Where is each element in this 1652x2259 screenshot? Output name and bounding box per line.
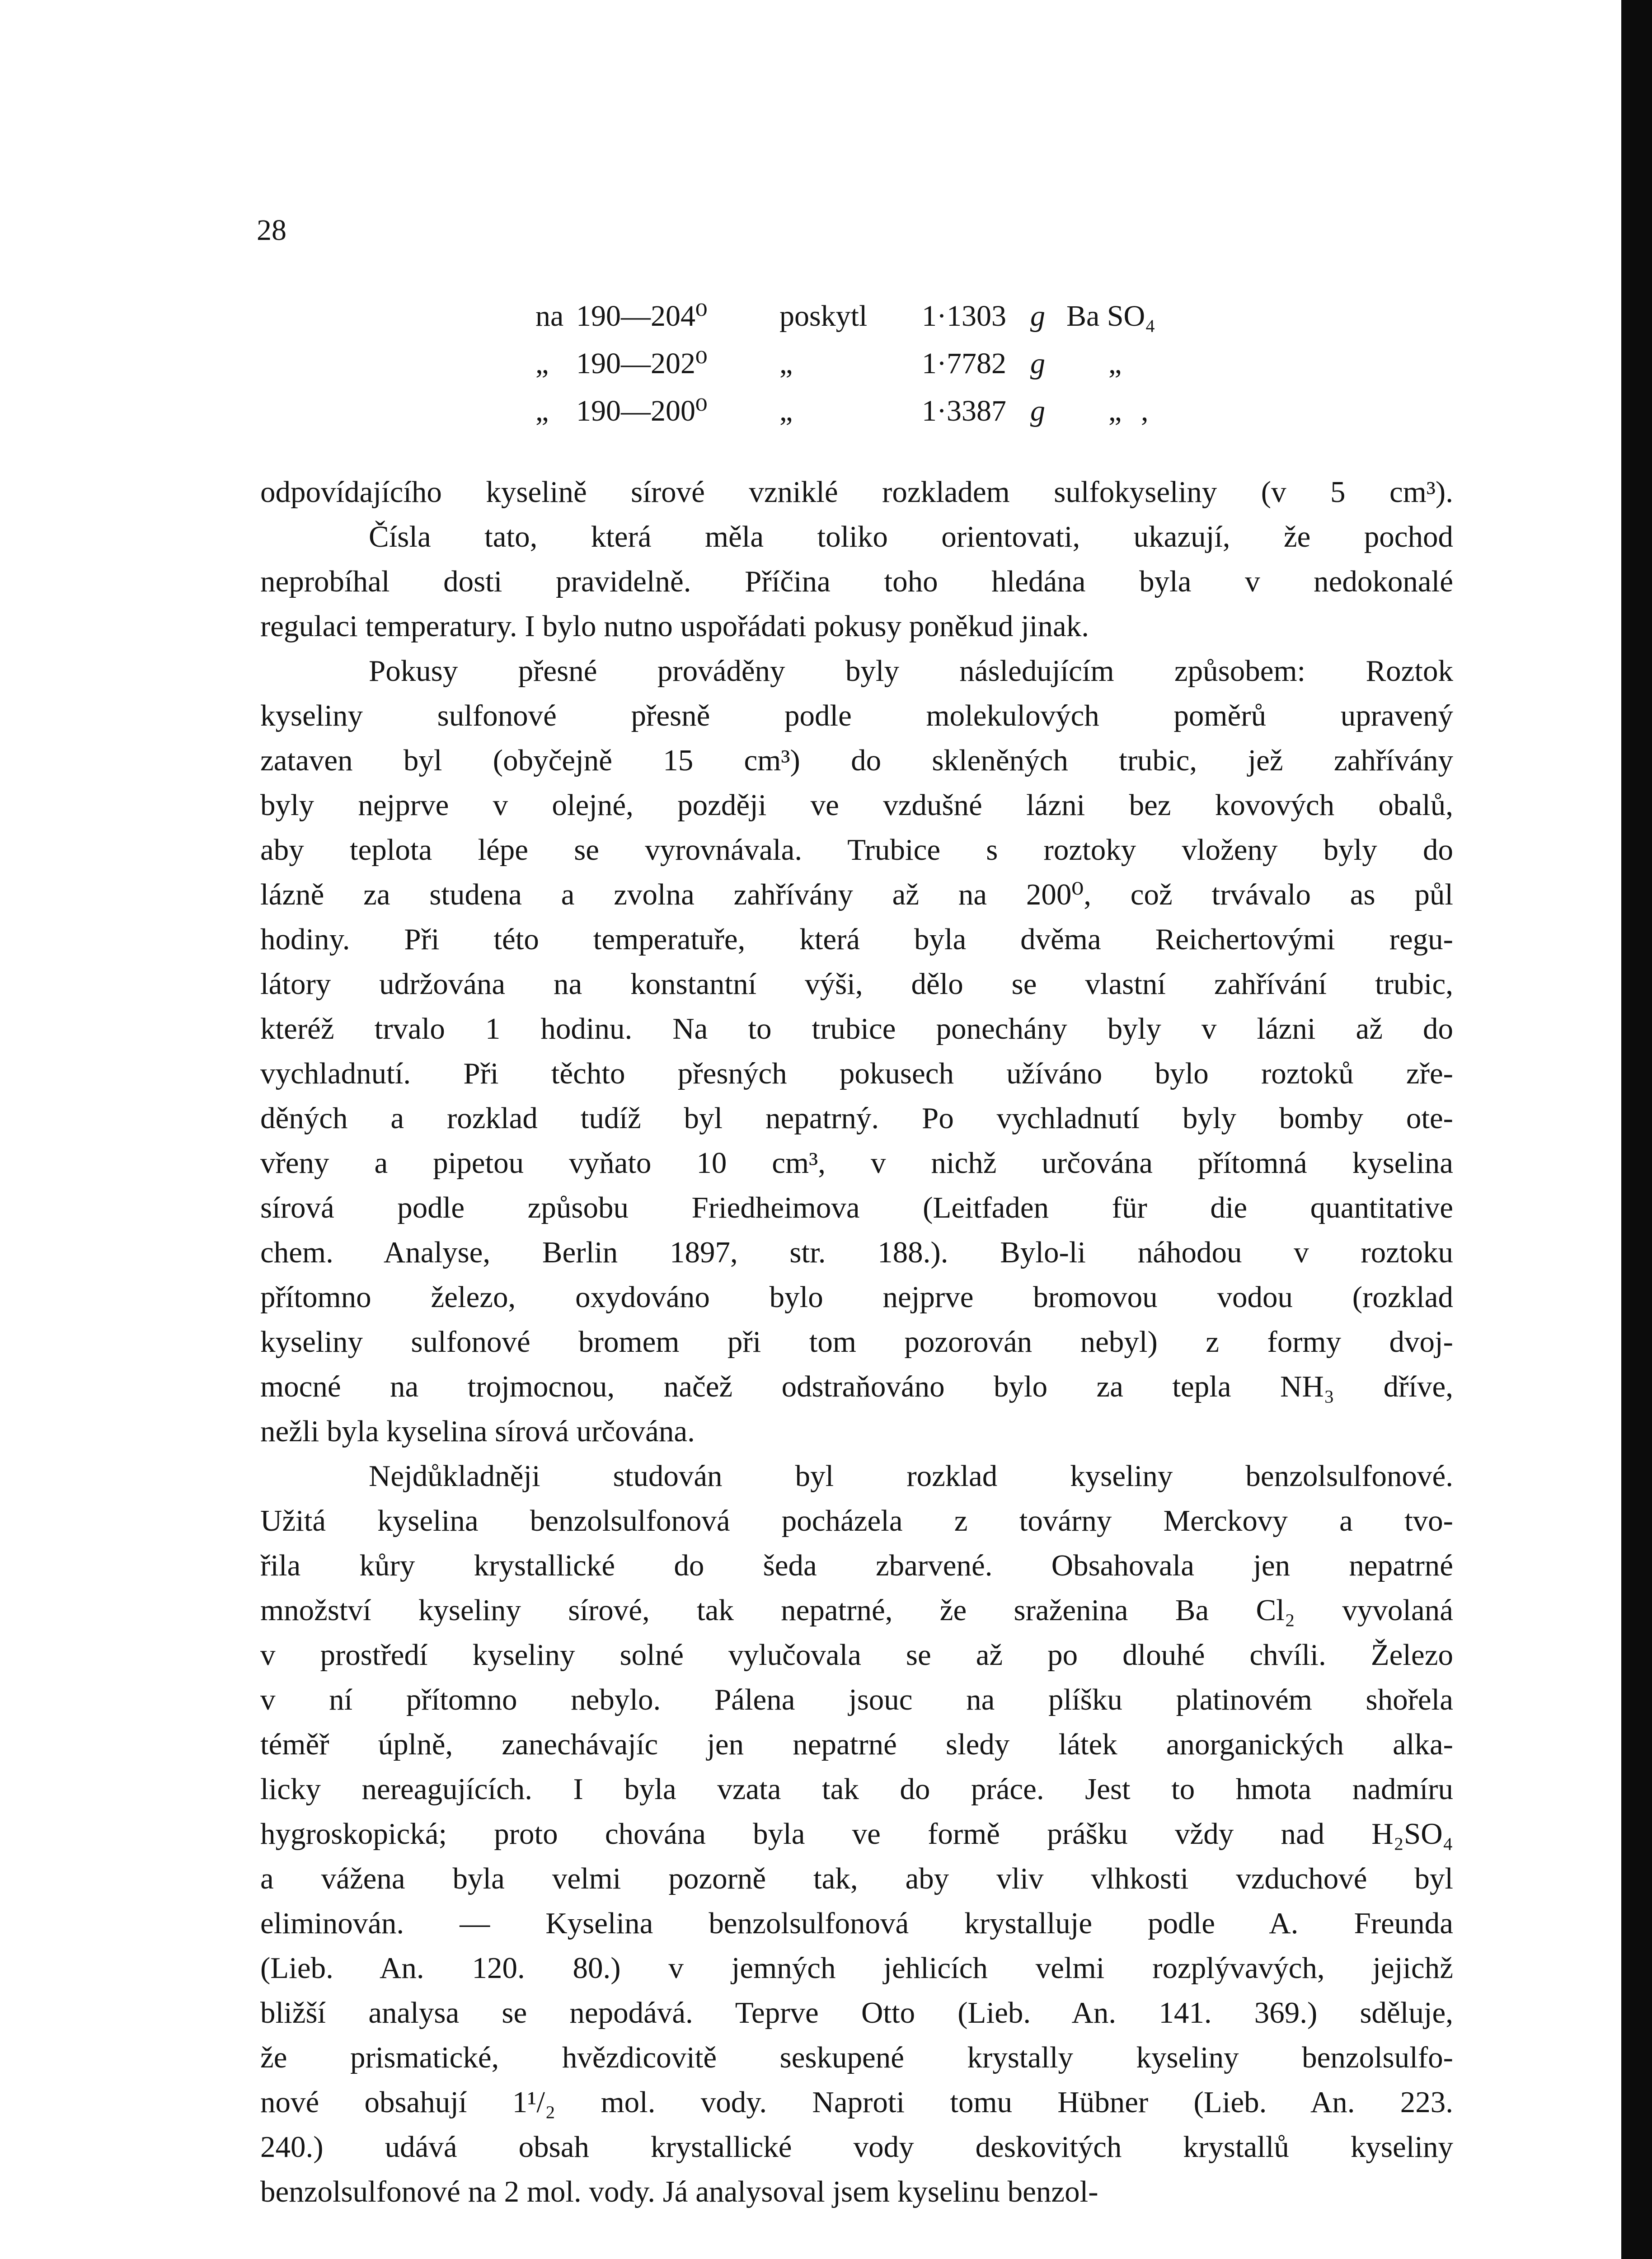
text-line: množství kyseliny sírové, tak nepatrné, že sraženina Ba Cl₂ vyvolaná <box>260 1593 1453 1627</box>
text-line: kteréž trvalo 1 hodinu. Na to trubice ponechány byly v lázni až do <box>260 1012 1453 1045</box>
mass-value: 1·3387 <box>922 394 1006 427</box>
text-line: bližší analysa se nepodává. Teprve Otto (Lieb. An. 141. 369.) sděluje, <box>260 1996 1453 2029</box>
row-prefix: na <box>535 300 564 333</box>
text-line: chem. Analyse, Berlin 1897, str. 188.). Bylo-li náhodou v roztoku <box>260 1236 1453 1269</box>
text-line: Čísla tato, která měla toliko orientovati, ukazují, že pochod <box>369 520 1453 553</box>
results-table <box>535 298 1258 441</box>
text-line: hodiny. Při této temperatuře, která byla dvěma Reichertovými regu- <box>260 923 1453 956</box>
mass-value: 1·7782 <box>922 347 1006 380</box>
compound: Ba SO₄ <box>1066 300 1156 333</box>
text-line: regulaci temperatury. I bylo nutno uspořádati pokusy poněkud jinak. <box>260 609 1089 643</box>
body-text <box>260 470 1453 2214</box>
text-line: a vážena byla velmi pozorně tak, aby vliv vlhkosti vzduchové byl <box>260 1862 1453 1895</box>
text-line: benzolsulfonové na 2 mol. vody. Já analysoval jsem kyselinu benzol- <box>260 2175 1098 2208</box>
temperature-range: 190—202⁰ <box>576 347 708 380</box>
text-line: aby teplota lépe se vyrovnávala. Trubice s roztoky vloženy byly do <box>260 833 1453 867</box>
text-line: nové obsahují 1¹/₂ mol. vody. Naproti tomu Hübner (Lieb. An. 223. <box>260 2086 1453 2119</box>
text-line: děných a rozklad tudíž byl nepatrný. Po vychladnutí byly bomby ote- <box>260 1101 1453 1135</box>
text-line: látory udržována na konstantní výši, dělo se vlastní zahřívání trubic, <box>260 967 1453 1001</box>
temperature-range: 190—204⁰ <box>576 300 708 333</box>
text-line: řila kůry krystallické do šeda zbarvené. Obsahovala jen nepatrné <box>260 1549 1453 1582</box>
row-prefix: „ <box>535 347 549 380</box>
mass-unit: g <box>1030 394 1045 427</box>
text-line: téměř úplně, zanechávajíc jen nepatrné sledy látek anorganických alka- <box>260 1728 1453 1761</box>
text-line: licky nereagujících. I byla vzata tak do práce. Jest to hmota nadmíru <box>260 1772 1453 1806</box>
text-line: 240.) udává obsah krystallické vody deskovitých krystallů kyseliny <box>260 2130 1453 2164</box>
text-line: v prostředí kyseliny solné vylučovala se až po dlouhé chvíli. Železo <box>260 1638 1453 1672</box>
text-line: byly nejprve v olejné, později ve vzdušné lázni bez kovových obalů, <box>260 788 1453 822</box>
results-row <box>535 393 1258 441</box>
temperature-range: 190—200⁰ <box>576 394 708 427</box>
text-line: lázně za studena a zvolna zahřívány až na 200⁰, což trvávalo as půl <box>260 878 1453 911</box>
results-row <box>535 298 1258 346</box>
mass-unit: g <box>1030 300 1045 333</box>
text-line: eliminován. — Kyselina benzolsulfonová krystalluje podle A. Freunda <box>260 1907 1453 1940</box>
results-row <box>535 346 1258 393</box>
row-prefix: „ <box>535 394 549 427</box>
page-number: 28 <box>257 214 286 247</box>
text-line: Nejdůkladněji studován byl rozklad kyseliny benzolsulfonové. <box>369 1459 1453 1493</box>
mass-unit: g <box>1030 347 1045 380</box>
text-line: neprobíhal dosti pravidelně. Příčina toho hledána byla v nedokonalé <box>260 565 1453 598</box>
text-line: mocné na trojmocnou, načež odstraňováno bylo za tepla NH₃ dříve, <box>260 1370 1453 1403</box>
text-line: (Lieb. An. 120. 80.) v jemných jehlicích velmi rozplývavých, jejichž <box>260 1951 1453 1985</box>
row-verb: „ <box>779 347 793 380</box>
text-line: Užitá kyselina benzolsulfonová pocházela z továrny Merckovy a tvo- <box>260 1504 1453 1537</box>
mass-value: 1·1303 <box>922 300 1006 333</box>
row-verb: „ <box>779 394 793 427</box>
text-line: že prismatické, hvězdicovitě seskupené krystally kyseliny benzolsulfo- <box>260 2041 1453 2074</box>
text-line: nežli byla kyselina sírová určována. <box>260 1415 695 1448</box>
text-line: kyseliny sulfonové přesně podle molekulových poměrů upravený <box>260 699 1453 732</box>
text-line: přítomno železo, oxydováno bylo nejprve bromovou vodou (rozklad <box>260 1280 1453 1314</box>
text-line: v ní přítomno nebylo. Pálena jsouc na plíšku platinovém shořela <box>260 1683 1453 1716</box>
text-line: odpovídajícího kyselině sírové vzniklé rozkladem sulfokyseliny (v 5 cm³). <box>260 475 1453 509</box>
text-line: zataven byl (obyčejně 15 cm³) do skleněných trubic, jež zahřívány <box>260 744 1453 777</box>
row-verb: poskytl <box>779 300 868 333</box>
row-punct: , <box>1141 394 1149 427</box>
text-line: kyseliny sulfonové bromem při tom pozorován nebyl) z formy dvoj- <box>260 1325 1453 1359</box>
compound: „ <box>1108 394 1122 427</box>
text-line: hygroskopická; proto chována byla ve formě prášku vždy nad H₂SO₄ <box>260 1817 1453 1851</box>
text-line: sírová podle způsobu Friedheimova (Leitfaden für die quantitative <box>260 1191 1453 1224</box>
text-line: vychladnutí. Při těchto přesných pokusech užíváno bylo roztoků zře- <box>260 1057 1453 1090</box>
text-line: vřeny a pipetou vyňato 10 cm³, v nichž určována přítomná kyselina <box>260 1146 1453 1180</box>
compound: „ <box>1108 347 1122 380</box>
scan-edge <box>1621 0 1652 2259</box>
text-line: Pokusy přesné prováděny byly následujícím způsobem: Roztok <box>369 654 1453 688</box>
